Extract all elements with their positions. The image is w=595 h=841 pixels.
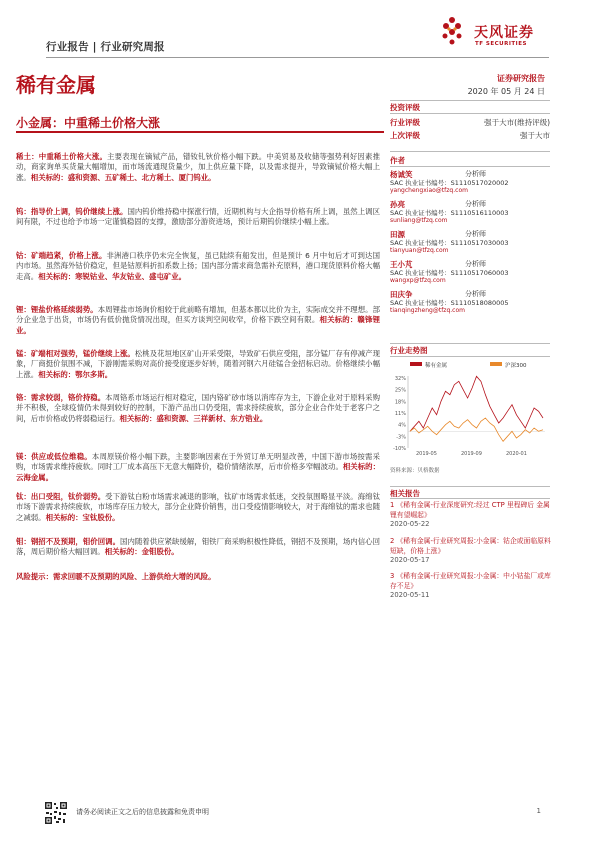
report-date: 2020 年 05 月 24 日 — [467, 87, 545, 96]
author-heading: 作者 — [390, 156, 405, 165]
paragraph-text: 主要表现在镝铽产品，镨钕钆钬价格小幅下跌。中美贸易及收储等强势利好因素推动，商家询单买货量大幅增加，而市场流通现货量少，加上供应量下降，以及需求提升，导致镝铽价格大幅上涨。 — [16, 152, 380, 182]
report-paragraph — [16, 349, 380, 380]
footer-disclaimer: 请务必阅读正文之后的信息披露和免责申明 — [76, 808, 209, 816]
paragraph-lead: 镁：供应或低位维稳。 — [16, 452, 92, 461]
author-email: tianqingzheng@tfzq.com — [390, 307, 465, 314]
paragraph-lead: 铬：需求较弱，铬价持稳。 — [16, 393, 106, 402]
y-tick-label: -10% — [393, 446, 406, 452]
trend-divider — [390, 356, 550, 357]
author-role: 分析师 — [465, 230, 486, 238]
related-report-date: 2020-05-22 — [390, 520, 430, 528]
related-report-date: 2020-05-11 — [390, 591, 430, 599]
y-tick-label: 18% — [394, 399, 406, 406]
paragraph-lead: 风险提示：需求回暖不及预期的风险、上游供给大增的风险。 — [16, 572, 216, 581]
prev-rating-label: 上次评级 — [390, 131, 420, 140]
paragraph-text: 本周铬系市场运行相对稳定，国内铬矿砂市场以消库存为主，下游企业对于原料采购并不积极，全球疫情仍未得到较好的控制，下游产品出口仍受阻，需求持续疲软，部分企业合作处于老客户之间，后市价格或仍将弱稳运行。 — [16, 393, 380, 423]
paragraph-related: 相关标的：盛和资源、五矿稀土、北方稀土、厦门钨业。 — [30, 172, 216, 182]
paragraph-related: 相关标的：盛和资源、三祥新材、东方锆业。 — [119, 413, 268, 423]
report-paragraph — [16, 305, 380, 336]
report-paragraph — [16, 492, 380, 523]
author-role: 分析师 — [465, 290, 486, 298]
page-number: 1 — [536, 807, 541, 815]
y-tick-label: 25% — [394, 387, 406, 394]
paragraph-text: 国内钨价维持稳中探涨行情，近期机构与大企指导价格有所上调，虽然上调区间有限，不过也给予市场一定谨慎稳固的支撑，激励部分游资进场，预计后期钨价继续小幅上涨。 — [16, 207, 380, 227]
report-paragraph — [16, 251, 380, 282]
paragraph-text: 本周原镁价格小幅下跌，主要影响因素在于外贸订单无明显改善，中国下游市场按需采购，市场需求维持疲软。同时工厂成本高压下无意大幅降价，稳价情绪浓厚，后市价格多窄幅波动。 — [16, 452, 380, 472]
paragraph-lead: 锂：锂盐价格延续弱势。 — [16, 305, 98, 314]
y-tick-label: -3% — [396, 434, 406, 441]
legend-swatch — [410, 362, 422, 366]
trend-heading: 行业走势图 — [390, 346, 428, 355]
paragraph-related: 相关标的：寒锐钴业、华友钴业、盛屯矿业。 — [38, 271, 187, 281]
author-name: 孙亮 — [390, 200, 405, 209]
author-name: 杨诚笑 — [390, 170, 413, 179]
related-divider — [390, 498, 550, 499]
paragraph-related: 相关标的：鄂尔多斯。 — [38, 369, 113, 379]
rating-divider-top — [390, 100, 550, 101]
report-type: 证券研究报告 — [497, 74, 545, 83]
report-paragraph — [16, 152, 380, 183]
paragraph-related: 相关标的：金钼股份。 — [104, 547, 179, 557]
paragraph-text: 非洲港口秩序仍未完全恢复，虽已陆续有船发出，但是预计 6 月中旬后才可到达国内市场。虽然海外钴价稳定，但是钴原料折扣系数上扬；国内部分需求商急需补充原料，港口现货原料价格大幅走高。 — [16, 251, 380, 281]
series-line — [410, 418, 543, 441]
paragraph-text: 国内随着供应紧缺缓解，钼铁厂商采购积极性降低，钢招不及预期，场内信心回落，周后期价格大幅回调。 — [16, 537, 380, 557]
report-paragraph — [16, 207, 380, 228]
logo-subtext: TF SECURITIES — [475, 41, 527, 47]
paragraph-related: 相关标的：云海金属。 — [16, 462, 380, 482]
paragraph-lead: 钴：矿端趋紧，价格上涨。 — [16, 251, 107, 260]
legend-label: 沪深300 — [505, 363, 527, 369]
paragraph-lead: 锰：矿端相对强势，锰价继续上涨。 — [16, 349, 135, 358]
paragraph-lead: 钛：出口受阻，钛价弱势。 — [16, 492, 106, 501]
author-divider-top — [390, 151, 550, 152]
related-report-date: 2020-05-17 — [390, 556, 430, 564]
related-divider-top — [390, 486, 550, 487]
main-title: 小金属：中重稀土价格大涨 — [16, 116, 161, 130]
report-paragraph — [16, 537, 380, 558]
x-tick-label: 2020-01 — [506, 451, 527, 457]
y-tick-label: 4% — [398, 422, 406, 429]
logo-text: 天风证券 — [474, 25, 534, 41]
author-sac: SAC 执业证书编号：S1110518080005 — [390, 299, 509, 307]
industry-rating-label: 行业评级 — [390, 118, 420, 127]
related-report-title[interactable]: 2 《稀有金属-行业研究周报:小金属：钴企或面临原料短缺，价格上涨》 — [390, 537, 551, 555]
header-divider — [46, 57, 549, 58]
chart-source: 资料来源：贝格数据 — [390, 468, 440, 474]
legend-swatch — [490, 362, 502, 366]
paragraph-text: 松桃及花垣地区矿山开采受限，导致矿石供应受阻，部分锰厂存有停减产现象，厂商挺价氛围不减，下游刚需采购对高价接受度逐步好转，随着河钢六月硅锰合金招标启动。价格继续小幅上涨。 — [16, 349, 380, 379]
paragraph-related: 相关标的：赣锋锂业。 — [16, 315, 380, 335]
title-divider — [16, 131, 384, 133]
paragraph-lead: 钨：指导价上调，钨价继续上涨。 — [16, 207, 128, 216]
author-role: 分析师 — [465, 200, 486, 208]
paragraph-text: 受下游钛白粉市场需求减退的影响，钛矿市场需求低迷，交投氛围略显平淡。海绵钛市场下游需求持续疲软，市场库存压力较大，部分企业降价销售，出口受疫情影响较大，对于海绵钛的需求也随之减弱。 — [16, 492, 380, 522]
rating-divider — [390, 113, 550, 114]
trend-divider-top — [390, 343, 550, 344]
rating-heading: 投资评级 — [390, 103, 420, 112]
author-divider — [390, 166, 550, 167]
industry-rating-value: 强于大市(维持评级) — [484, 118, 550, 127]
author-sac: SAC 执业证书编号：S1110517060003 — [390, 269, 509, 277]
paragraph-related: 相关标的：宝钛股份。 — [45, 512, 120, 522]
x-tick-label: 2019-05 — [416, 451, 437, 457]
y-tick-label: 32% — [394, 376, 406, 382]
paragraph-lead: 稀土：中重稀土价格大涨。 — [16, 152, 108, 161]
industry-trend-chart — [390, 358, 550, 462]
related-report-title[interactable]: 1 《稀有金属-行业深度研究:经过 CTP 里程碑后 金属锂有望崛起》 — [390, 501, 550, 519]
author-name: 田庆争 — [390, 290, 413, 299]
prev-rating-value: 强于大市 — [520, 131, 550, 140]
author-role: 分析师 — [465, 170, 486, 178]
y-tick-label: 11% — [394, 411, 406, 417]
report-category: 行业报告 | 行业研究周报 — [46, 41, 165, 53]
paragraph-text: 本周锂盐市场询价相较于此前略有增加，但基本都以比价为主，实际成交并不理想。部分企业急于出货，市场仍有低价抛货情况出现，但买方谈判空间收窄，价格下跌空间有限。 — [16, 305, 380, 325]
author-email: sunliang@tfzq.com — [390, 217, 448, 224]
section-title: 稀有金属 — [16, 73, 96, 97]
report-paragraph — [16, 452, 380, 483]
author-email: yangchengxiao@tfzq.com — [390, 187, 468, 194]
author-email: wangxp@tfzq.com — [390, 277, 446, 284]
report-paragraph — [16, 572, 380, 582]
qr-code-icon — [44, 801, 68, 825]
author-sac: SAC 执业证书编号：S1110517030003 — [390, 239, 509, 247]
author-sac: SAC 执业证书编号：S1110516110003 — [390, 209, 509, 217]
author-role: 分析师 — [465, 260, 486, 268]
author-name: 王小芃 — [390, 260, 413, 269]
author-email: tianyuan@tfzq.com — [390, 247, 449, 254]
report-paragraph — [16, 393, 380, 424]
related-heading: 相关报告 — [390, 489, 420, 498]
paragraph-lead: 钼：钢招不及预期，钼价回调。 — [16, 537, 121, 546]
related-report-title[interactable]: 3 《稀有金属-行业研究周报:小金属：中小钴盐厂或库存不足》 — [390, 572, 551, 590]
author-name: 田源 — [390, 230, 405, 239]
x-tick-label: 2019-09 — [461, 451, 482, 457]
author-sac: SAC 执业证书编号：S1110517020002 — [390, 179, 509, 187]
legend-label: 稀有金属 — [425, 363, 448, 369]
series-line — [410, 376, 543, 431]
